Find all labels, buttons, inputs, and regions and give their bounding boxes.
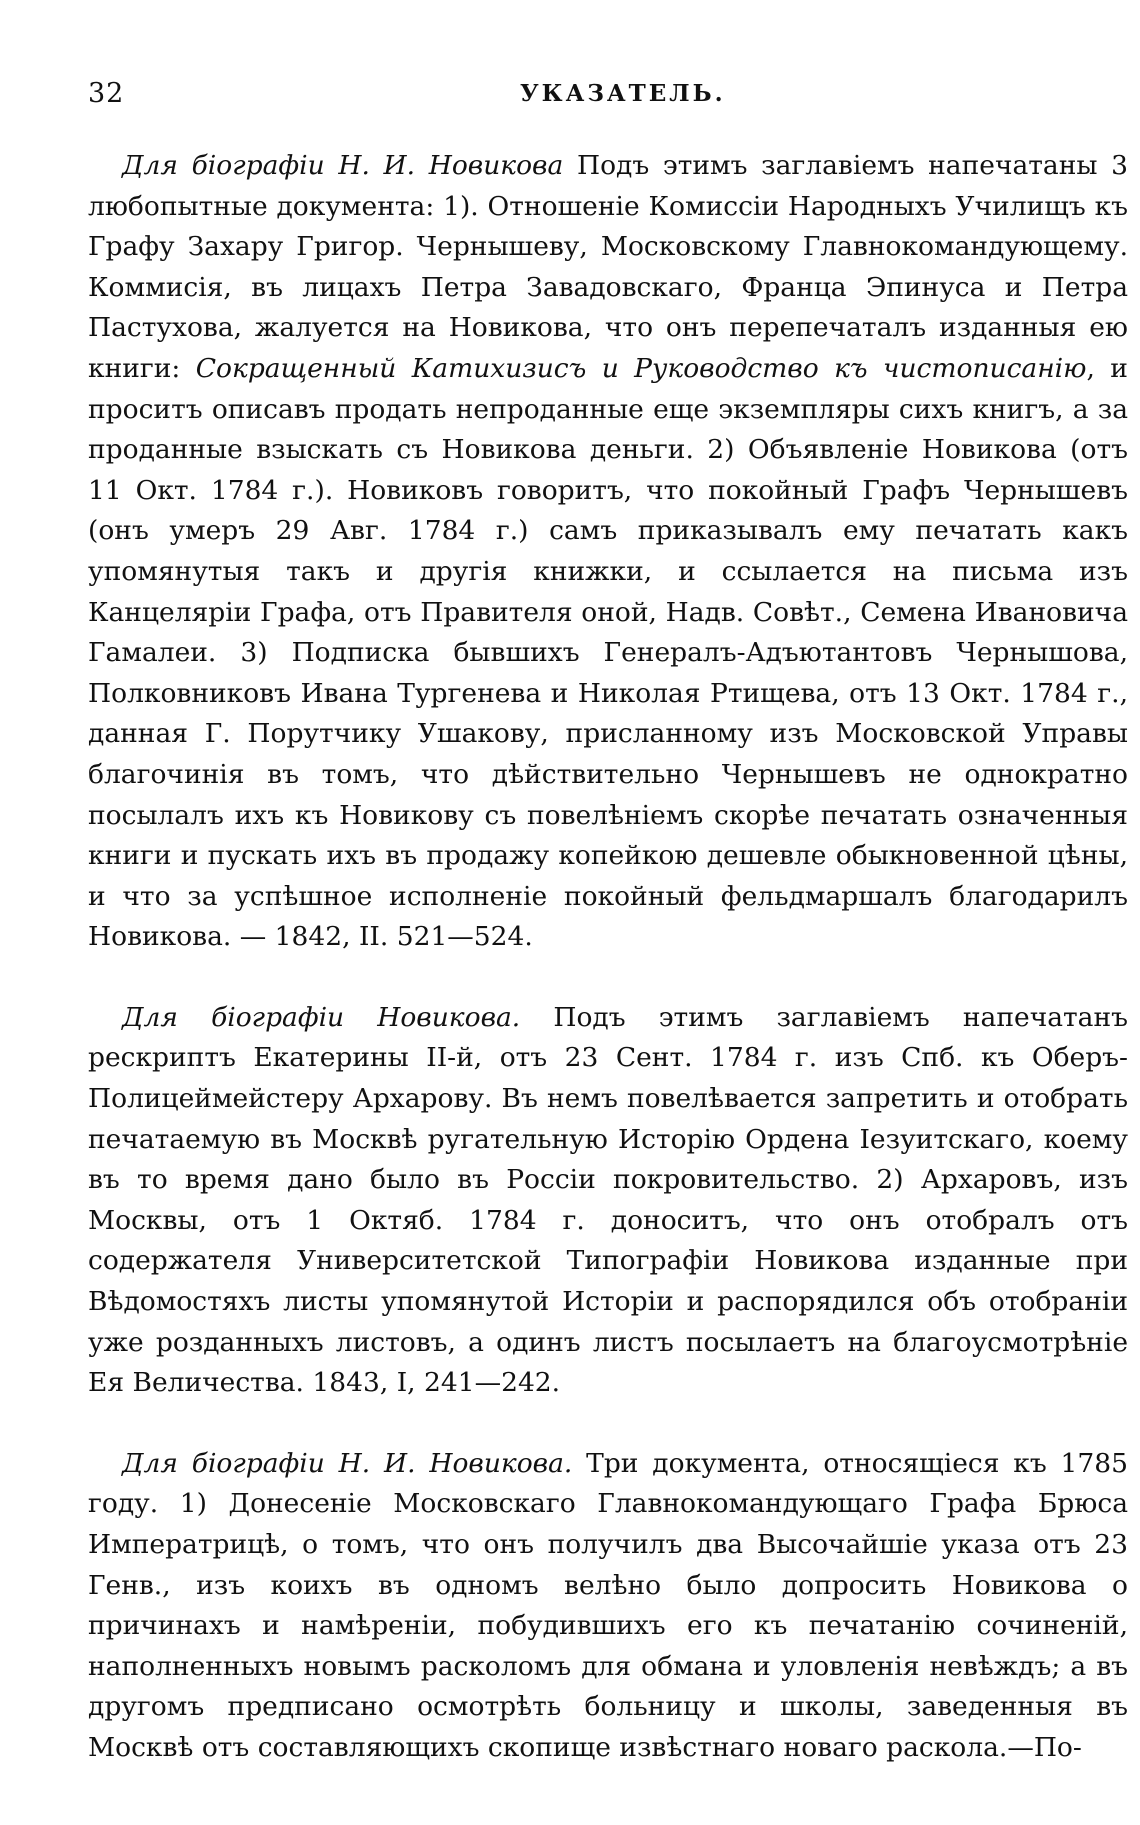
running-title: УКАЗАТЕЛЬ. (520, 80, 726, 107)
entry-text: Три документа, относящіеся къ 1785 году. 1) Донесеніе Московскаго Главнокомандующаго Графа Брюса Императрицѣ, о томъ, что онъ получилъ два Высочайшіе указа отъ 23 Генв., изъ коихъ въ одномъ велѣно было допросить Новикова о причинахъ и намѣреніи, побудившихъ его къ печатанію сочиненій, наполненныхъ новымъ расколомъ для обмана и уловленія невѣждъ; а въ другомъ предписано осмотрѣть больницу и школы, заведенныя въ Москвѣ отъ составляющихъ скопище извѣстнаго новаго раскола.—По- (88, 1447, 1128, 1763)
index-entry (88, 998, 1128, 1404)
index-entry (88, 146, 1128, 958)
entry-text-continued: , и проситъ описавъ продать непроданные еще экземпляры сихъ книгъ, а за проданные взыскать съ Новикова деньги. 2) Объявленіе Новикова (отъ 11 Окт. 1784 г.). Новиковъ говоритъ, что покойный Графъ Чернышевъ (онъ умеръ 29 Авг. 1784 г.) самъ приказывалъ ему печатать какъ упомянутыя такъ и другія книжки, и ссылается на письма изъ Канцеляріи Графа, отъ Правителя оной, Надв. Совѣт., Семена Ивановича Гамалеи. 3) Подписка бывшихъ Генералъ-Адъютантовъ Чернышова, Полковниковъ Ивана Тургенева и Николая Ртищева, отъ 13 Окт. 1784 г., данная Г. Порутчику Ушакову, присланному изъ Московской Управы благочинія въ томъ, что дѣйствительно Чернышевъ не однократно посылалъ ихъ къ Новикову съ повелѣніемъ скорѣе печатать означенныя книги и пускать ихъ въ продажу копейкою дешевле обыкновенной цѣны, и что за успѣшное исполненіе покойный фельдмаршалъ благодарилъ Новикова. — 1842, II. 521—524. (88, 352, 1128, 953)
page-number: 32 (88, 78, 125, 109)
entry-work-title: Сокращенный Катихизисъ и Руководство къ чистописанію (195, 352, 1087, 384)
entry-text: Подъ этимъ заглавіемъ напечатанъ рескриптъ Екатерины II-й, отъ 23 Сент. 1784 г. изъ Спб. къ Оберъ-Полицеймейстеру Архарову. Въ немъ повелѣвается запретить и отобрать печатаемую въ Москвѣ ругательную Исторію Ордена Іезуитскаго, коему въ то время дано было въ Россіи покровительство. 2) Архаровъ, изъ Москвы, отъ 1 Октяб. 1784 г. доноситъ, что онъ отобралъ отъ содержателя Университетской Типографіи Новикова изданные при Вѣдомостяхъ листы упомянутой Исторіи и распорядился объ отобраніи уже розданныхъ листовъ, а одинъ листъ посылаетъ на благоусмотрѣніе Ея Величества. 1843, I, 241—242. (88, 1001, 1129, 1399)
entry-text: Подъ этимъ заглавіемъ напечатаны 3 любопытные документа: 1). Отношеніе Комиссіи Народныхъ Училищъ къ Графу Захару Григор. Чернышеву, Московскому Главнокомандующему. Коммисія, въ лицахъ Петра Завадовскаго, Франца Эпинуса и Петра Пастухова, жалуется на Новикова, что онъ перепечаталъ изданныя ею книги: (88, 150, 1129, 384)
page (88, 78, 1128, 1809)
entry-heading: Для біографіи Н. И. Новикова. (122, 1447, 573, 1479)
entry-heading: Для біографіи Н. И. Новикова (122, 150, 564, 181)
index-entry (88, 1444, 1128, 1769)
page-header (88, 78, 1128, 118)
entry-heading: Для біографіи Новикова. (122, 1001, 521, 1033)
